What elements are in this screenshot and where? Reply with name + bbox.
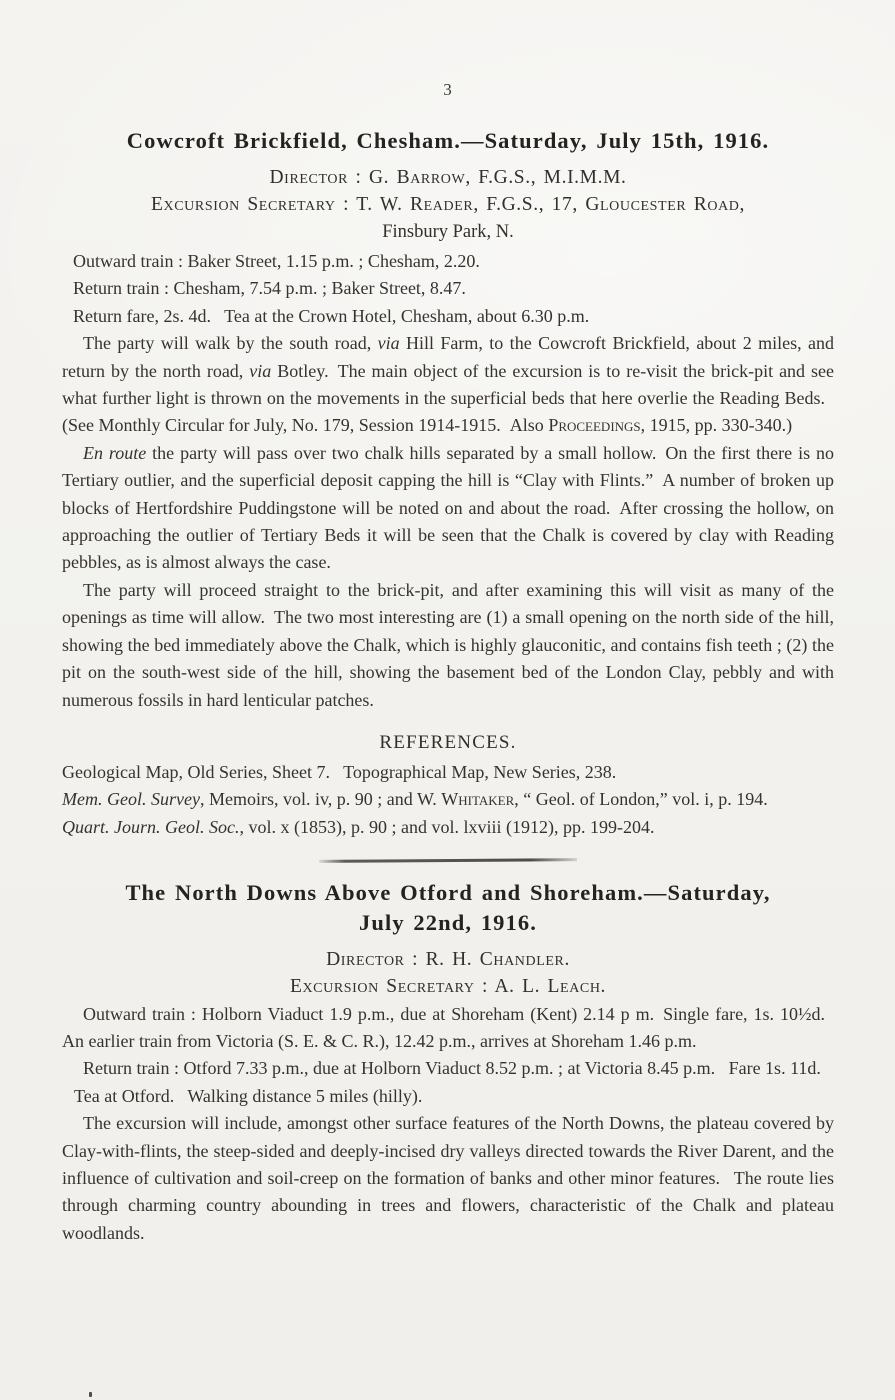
excursion-2-director-line: Director : R. H. Chandler.	[326, 948, 570, 970]
return-train-line: Return train : Chesham, 7.54 p.m. ; Baker Street, 8.47.	[73, 278, 466, 299]
excursion-1-secretary-line-1: Excursion Secretary : T. W. Reader, F.G.S., 17, Gloucester Road,	[151, 194, 745, 215]
excursion-1-section	[62, 126, 834, 714]
excursion-2-section	[62, 878, 834, 1248]
excursion-2-title-line-2: July 22nd, 1916.	[359, 909, 537, 935]
tea-walking-distance-line: Tea at Otford. Walking distance 5 miles (hilly).	[74, 1085, 423, 1106]
excursion-2-title-line-1: The North Downs Above Otford and Shoreham.—Saturday,	[125, 879, 771, 905]
excursion-1-paragraph-1: The party will walk by the south road, via Hill Farm, to the Cowcroft Brickfield, about 2 miles, and return by the north road, via Botley. The main object of the excursion is to re-visit the brick-pit and see what further light is thrown on the movements in the superficial beds that here overlie the Reading Beds. (See Monthly Circular for July, No. 179, Session 1914-1915. Also Proceedings, 1915, pp. 330-340.)	[62, 333, 835, 436]
references-section	[62, 729, 834, 841]
excursion-2-paragraph-2: Return train : Otford 7.33 p.m., due at Holborn Viaduct 8.52 p.m. ; at Victoria 8.45 p.m. Fare 1s. 11d.	[83, 1058, 821, 1079]
page-content	[62, 80, 834, 1247]
excursion-1-title: Cowcroft Brickfield, Chesham.—Saturday, July 15th, 1916.	[126, 128, 770, 153]
reference-item-1: Geological Map, Old Series, Sheet 7. Topographical Map, New Series, 238.	[62, 761, 617, 782]
reference-item-2: Mem. Geol. Survey, Memoirs, vol. iv, p. 90 ; and W. Whitaker, “ Geol. of London,” vol. i, p. 194.	[62, 789, 768, 810]
fare-and-tea-line: Return fare, 2s. 4d. Tea at the Crown Hotel, Chesham, about 6.30 p.m.	[73, 305, 590, 326]
excursion-1-paragraph-2: En route the party will pass over two chalk hills separated by a small hollow. On the first there is no Tertiary outlier, and the superficial deposit capping the hill is “Clay with Flints.” A number of broken up blocks of Hertfordshire Puddingstone will be noted on and about the road. After crossing the hollow, on approaching the outlier of Tertiary Beds it will be seen that the Chalk is covered by clay with Reading pebbles, as is almost always the case.	[62, 442, 834, 573]
excursion-1-secretary-line-2: Finsbury Park, N.	[382, 222, 514, 242]
excursion-2-secretary-line: Excursion Secretary : A. L. Leach.	[289, 975, 607, 997]
reference-item-3: Quart. Journ. Geol. Soc., vol. x (1853), p. 90 ; and vol. lxviii (1912), pp. 199-204.	[62, 816, 655, 837]
excursion-1-director-line: Director : G. Barrow, F.G.S., M.I.M.M.	[269, 167, 627, 188]
section-divider-rule	[319, 858, 577, 862]
excursion-2-title	[62, 878, 834, 938]
excursion-2-paragraph-1: Outward train : Holborn Viaduct 1.9 p.m., due at Shoreham (Kent) 2.14 p m. Single fare, 1s. 10½d. An earlier train from Victoria (S. E. & C. R.), 12.42 p.m., arrives at Shoreham 1.46 p.m.	[62, 1003, 834, 1052]
page-number: 3	[443, 80, 453, 99]
excursion-1-paragraph-3: The party will proceed straight to the brick-pit, and after examining this will visit as many of the openings as time will allow. The two most interesting are (1) a small opening on the north side of the hill, showing the bed immediately above the Chalk, which is highly glauconitic, and contains fish teeth ; (2) the pit on the south-west side of the hill, showing the basement bed of the London Clay, pebbly and with numerous fossils in hard lenticular patches.	[62, 579, 834, 710]
scan-speck-artifact	[89, 1392, 92, 1397]
excursion-2-paragraph-4: The excursion will include, amongst other surface features of the North Downs, the plateau covered by Clay-with-flints, the steep-sided and deeply-incised dry valleys directed towards the River Darent, and the influence of cultivation and soil-creep on the formation of banks and other minor features. The route lies through charming country abounding in trees and flowers, characteristic of the Chalk and plateau woodlands.	[62, 1113, 834, 1243]
references-heading: REFERENCES.	[379, 731, 517, 753]
outward-train-line: Outward train : Baker Street, 1.15 p.m. ; Chesham, 2.20.	[73, 251, 480, 271]
